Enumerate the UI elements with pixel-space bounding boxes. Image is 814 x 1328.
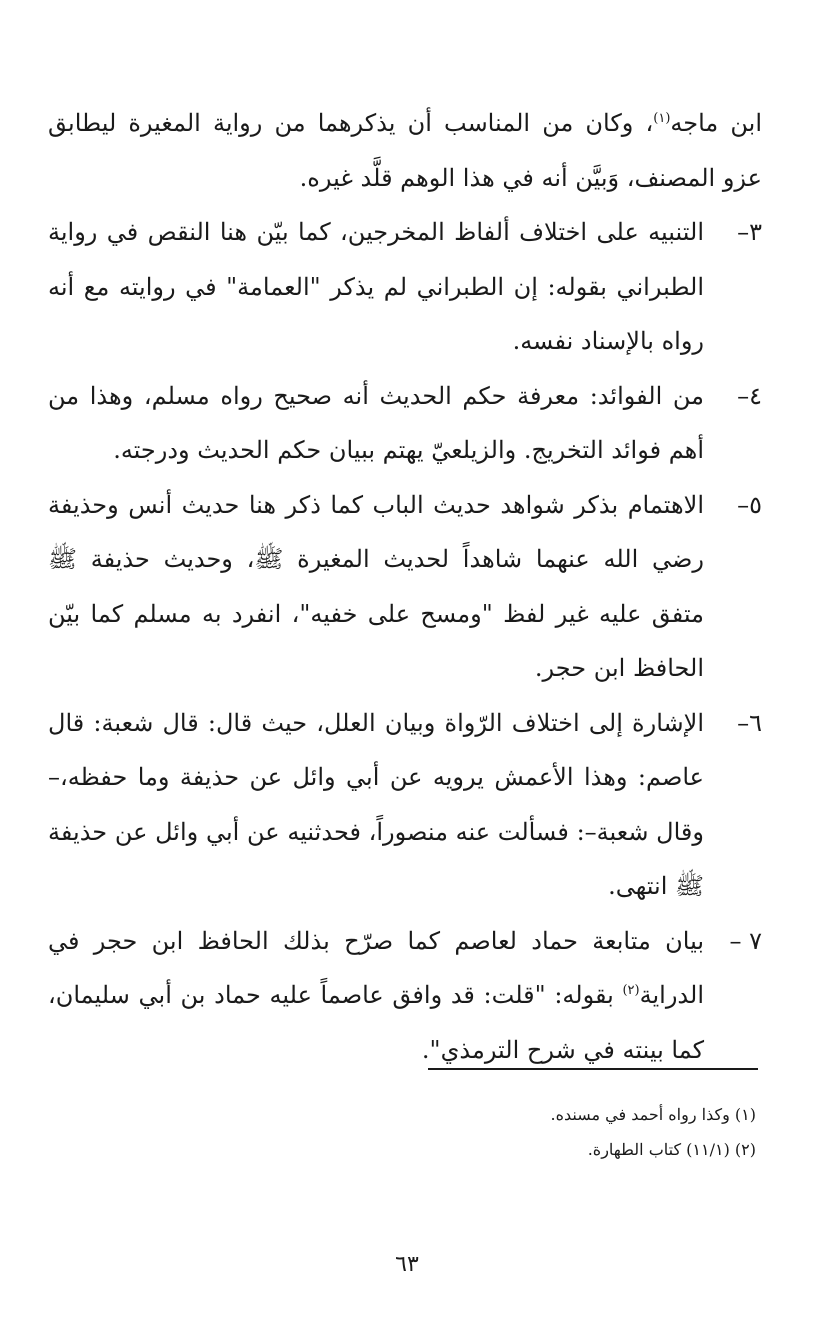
footnotes: [48, 1097, 756, 1167]
main-text: [48, 96, 762, 1077]
list-item-marker: ٦–: [737, 708, 762, 737]
page-number: ٦٣: [395, 1252, 419, 1277]
list-item-marker: ٤–: [737, 381, 762, 410]
footnote-separator: [428, 1068, 758, 1070]
footnote-ref-2: (٢): [622, 983, 640, 998]
list-item-text: التنبيه على اختلاف ألفاظ المخرجين، كما بيّن هنا النقص في رواية الطبراني بقوله: إن الطبراني لم يذكر "العمامة" في روايته مع أنه رواه بالإسناد نفسه.: [48, 218, 704, 355]
list-item-text-start: بيان متابعة حماد لعاصم كما صرّح بذلك الحافظ ابن حجر في الدراية: [48, 926, 704, 1009]
list-item-3: [48, 205, 762, 369]
list-item-5: [48, 478, 762, 696]
footnote-1: (١) وكذا رواه أحمد في مسنده.: [550, 1105, 756, 1124]
list-item-marker: ٥–: [737, 490, 762, 519]
intro-text-start: ابن ماجه: [670, 109, 762, 137]
list-item-marker: ٣–: [737, 218, 762, 246]
list-item-6: [48, 696, 762, 914]
list-item-text: الاهتمام بذكر شواهد حديث الباب كما ذكر هنا حديث أنس وحذيفة رضي الله عنهما شاهداً لحديث المغيرة ﷺ، وحديث حذيفة ﷺ متفق عليه غير لفظ "ومسح على خفيه"، انفرد به مسلم كما بيّن الحافظ ابن حجر.: [48, 490, 705, 682]
list-item-text: من الفوائد: معرفة حكم الحديث أنه صحيح رواه مسلم، وهذا من أهم فوائد التخريج. والزيلعيّ يهتم ببيان حكم الحديث ودرجته.: [48, 381, 704, 464]
intro-paragraph: [48, 96, 762, 205]
intro-text-end: ، وكان من المناسب أن يذكرهما من رواية المغيرة ليطابق عزو المصنف، وَبيَّن أنه في هذا الوهم قلَّد غيره.: [48, 109, 762, 192]
list-item-text: الإشارة إلى اختلاف الرّواة وبيان العلل، حيث قال: قال شعبة: قال عاصم: وهذا الأعمش يرويه عن أبي وائل عن حذيفة وما حفظه،–وقال شعبة–: فسألت عنه منصوراً، فحدثنيه عن أبي وائل عن حذيفة ﷺ انتهى.: [48, 708, 704, 900]
footnote-ref-1: (١): [653, 111, 671, 126]
list-item-text-end: بقوله: "قلت: قد وافق عاصماً عليه حماد بن أبي سليمان، كما بينته في شرح الترمذي".: [48, 981, 704, 1064]
footnote-2: (٢) (١١/١) كتاب الطهارة.: [587, 1140, 756, 1159]
list-item-text: [48, 914, 704, 1078]
list-item-7: [48, 914, 762, 1078]
list-item-marker: ٧ –: [729, 926, 762, 955]
list-item-4: [48, 369, 762, 478]
